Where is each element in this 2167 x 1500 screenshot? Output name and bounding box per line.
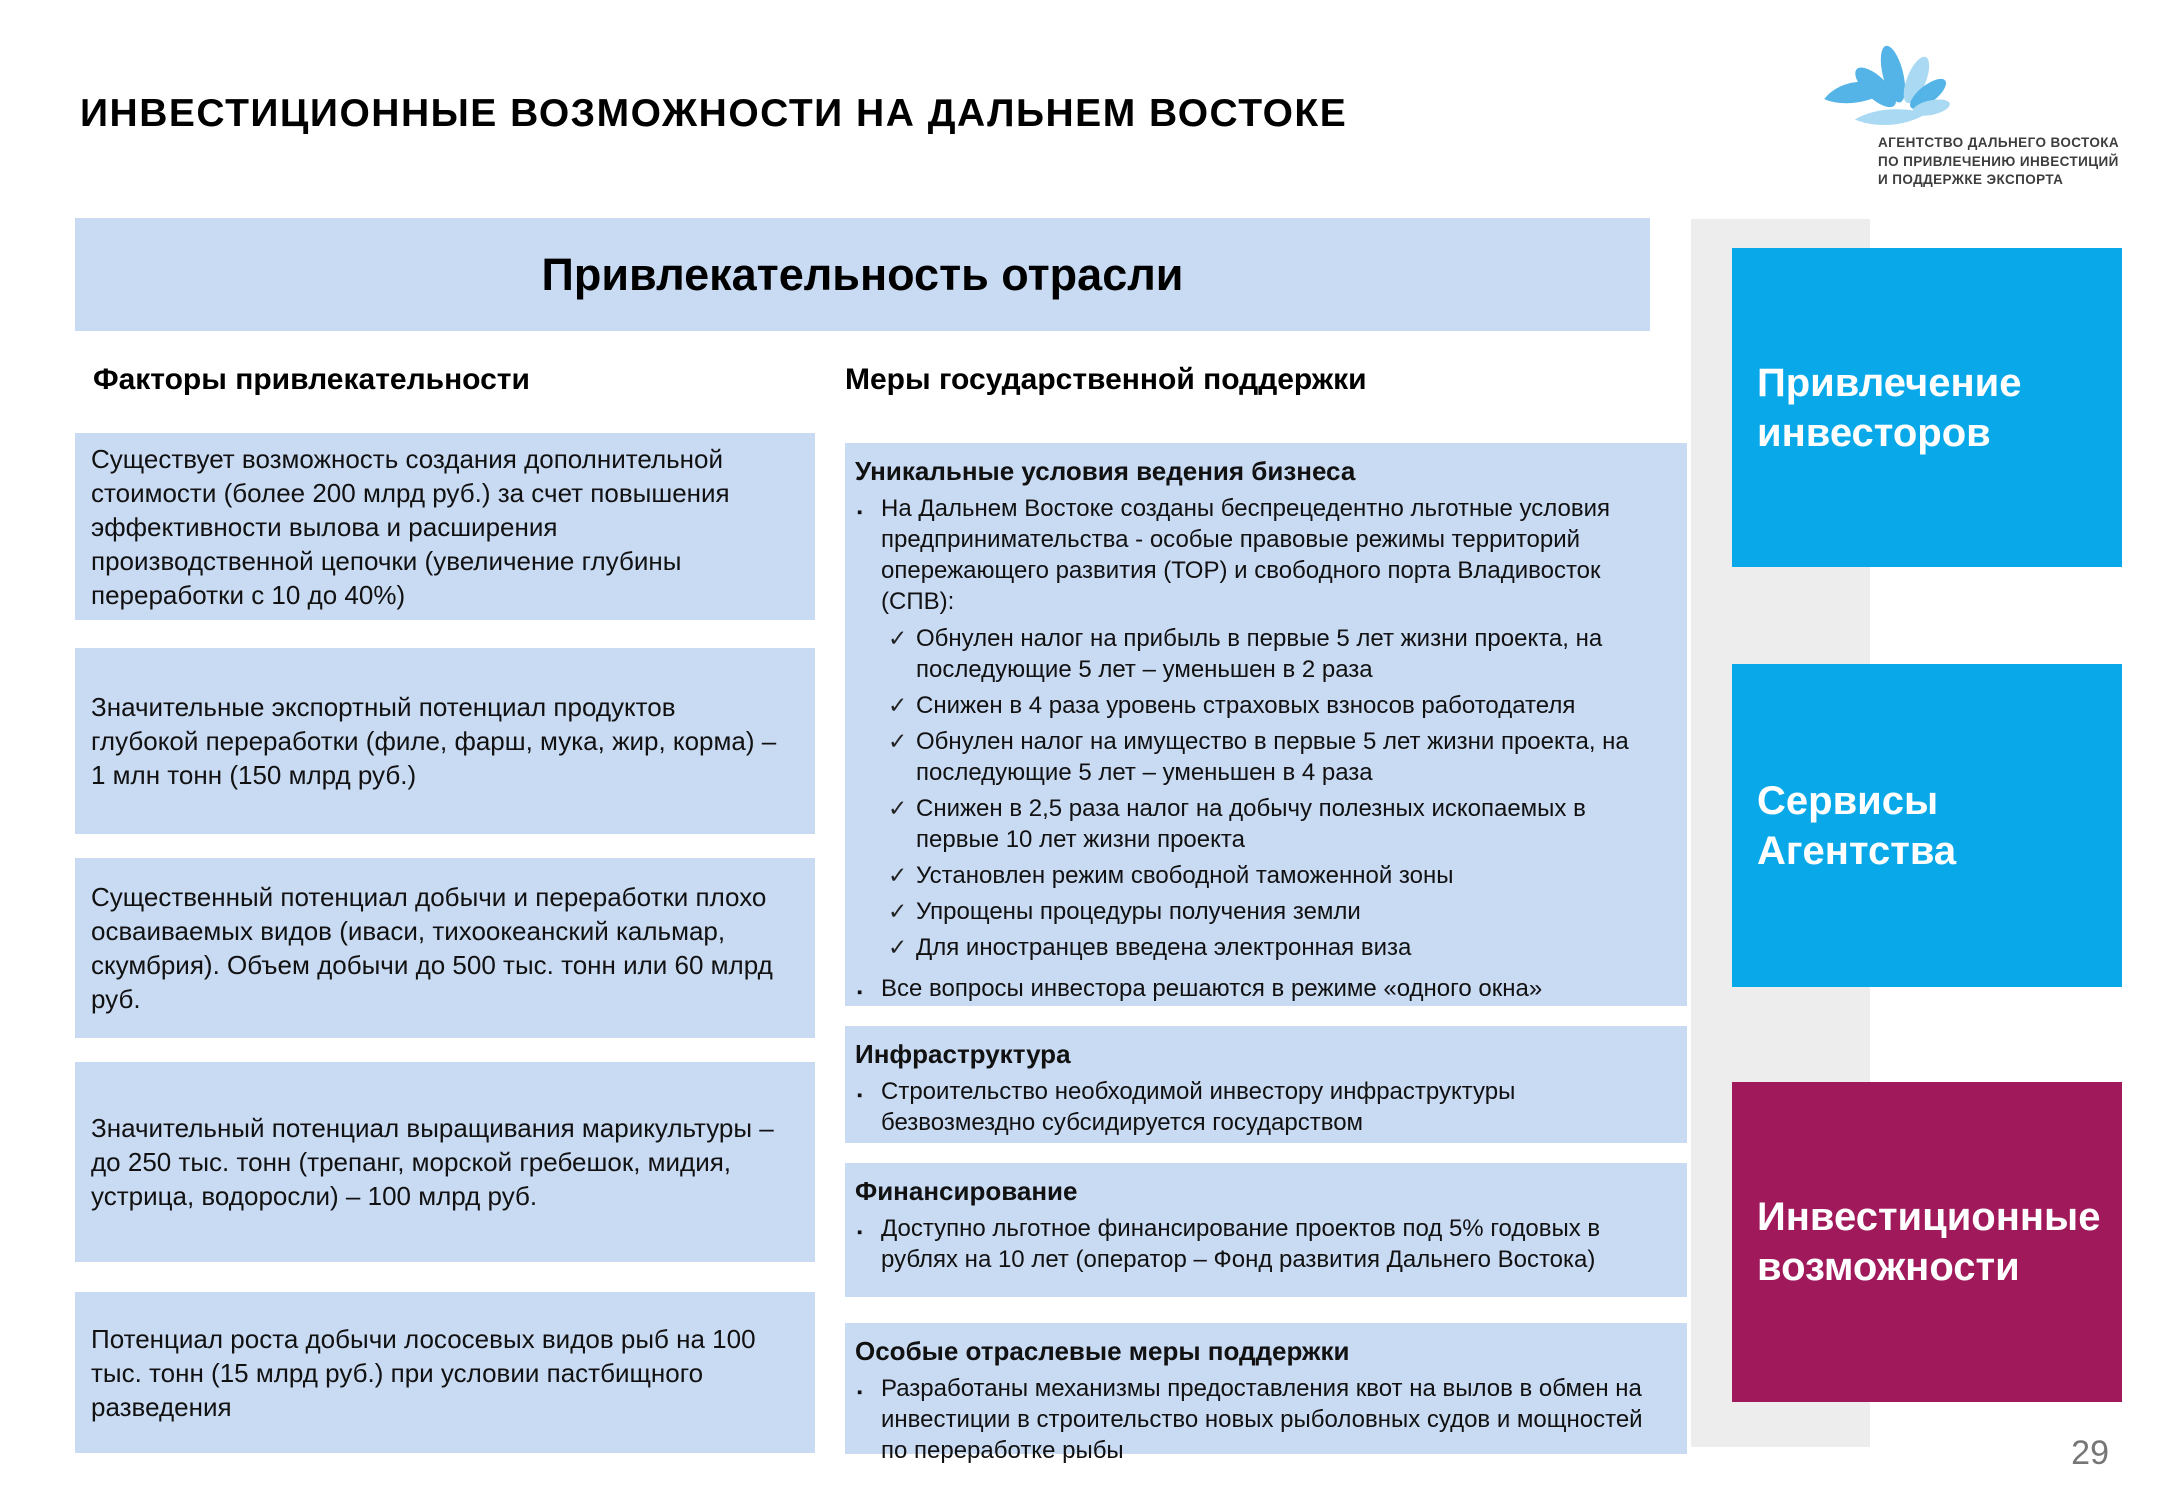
- check-item: [888, 726, 1669, 788]
- support-box-sectoral-measures: [845, 1323, 1687, 1464]
- bullet-text: Строительство необходимой инвестору инфраструктуры безвозмездно субсидируется государством: [881, 1078, 1516, 1136]
- lotus-flower-icon: [1805, 34, 2135, 138]
- sidebar-tile-label: Сервисы Агентства: [1757, 778, 1957, 873]
- page-number: 29: [2071, 1434, 2109, 1472]
- bullet-text: На Дальнем Востоке созданы беспрецедентно льготные условия предпринимательства - особые правовые режимы территорий опережающего развития (ТОР) и свободного порта Владивосток (СПВ):: [881, 495, 1611, 615]
- section-banner: [75, 218, 1650, 331]
- check-icon: ✓: [888, 692, 908, 718]
- support-box-title: Финансирование: [855, 1176, 1078, 1206]
- check-text: Снижен в 4 раза уровень страховых взносов работодателя: [916, 692, 1576, 719]
- support-box-title: Уникальные условия ведения бизнеса: [855, 456, 1356, 486]
- support-box-title: Особые отраслевые меры поддержки: [855, 1336, 1350, 1366]
- bullet-icon: ▪: [857, 1384, 863, 1401]
- check-text: Обнулен налог на имущество в первые 5 лет жизни проекта, на последующие 5 лет – уменьшен в 4 раза: [916, 728, 1629, 786]
- check-item: [888, 793, 1669, 855]
- bullet-item: [855, 1373, 1669, 1466]
- factor-text: Потенциал роста добычи лососевых видов рыб на 100 тыс. тонн (15 млрд руб.) при условии пастбищного разведения: [91, 1323, 756, 1422]
- bullet-text: Доступно льготное финансирование проектов под 5% годовых в рублях на 10 лет (оператор – Фонд развития Дальнего Востока): [881, 1215, 1601, 1273]
- bullet-item: [855, 1076, 1669, 1138]
- check-list: [888, 623, 1669, 963]
- agency-logo-text: [1878, 134, 2135, 190]
- bullet-icon: ▪: [857, 504, 863, 521]
- agency-logo: [1805, 34, 2135, 190]
- page-title: ИНВЕСТИЦИОННЫЕ ВОЗМОЖНОСТИ НА ДАЛЬНЕМ ВОСТОКЕ: [80, 92, 1348, 135]
- sidebar-tile-label: Инвестиционные возможности: [1757, 1195, 2101, 1289]
- factor-text: Существенный потенциал добычи и переработки плохо осваиваемых видов (иваси, тихоокеанский кальмар, скумбрия). Объем добычи до 500 тыс. тонн или 60 млрд руб.: [91, 882, 773, 1014]
- factors-heading: Факторы привлекательности: [93, 363, 530, 396]
- factor-text: Существует возможность создания дополнительной стоимости (более 200 млрд руб.) за счет повышения эффективности вылова и расширения производственной цепочки (увеличение глубины переработки с 10 до 40%): [91, 443, 730, 610]
- support-box-financing: [845, 1163, 1687, 1297]
- check-text: Снижен в 2,5 раза налог на добычу полезных ископаемых в первые 10 лет жизни проекта: [916, 795, 1586, 853]
- check-item: [888, 623, 1669, 685]
- sidebar-tile-investment-opportunities: [1732, 1082, 2122, 1402]
- factor-text: Значительный потенциал выращивания марикультуры – до 250 тыс. тонн (трепанг, морской гребешок, мидия, устрица, водоросли) – 100 млрд руб.: [91, 1113, 774, 1211]
- factor-box: [75, 1062, 815, 1262]
- factor-box: [75, 433, 815, 620]
- factor-text: Значительные экспортный потенциал продуктов глубокой переработки (филе, фарш, мука, жир, корма) – 1 млн тонн (150 млрд руб.): [91, 692, 777, 790]
- check-item: [888, 690, 1669, 721]
- bullet-icon: ▪: [857, 984, 863, 1001]
- factor-box: [75, 648, 815, 834]
- check-icon: ✓: [888, 728, 908, 754]
- check-icon: ✓: [888, 934, 908, 960]
- agency-logo-line: И ПОДДЕРЖКЕ ЭКСПОРТА: [1878, 172, 2064, 187]
- check-text: Для иностранцев введена электронная виза: [916, 934, 1412, 961]
- check-item: [888, 932, 1669, 963]
- sidebar-tile-agency-services: [1732, 664, 2122, 987]
- support-box-title: Инфраструктура: [855, 1039, 1071, 1069]
- check-icon: ✓: [888, 862, 908, 888]
- factor-box: [75, 1292, 815, 1453]
- check-icon: ✓: [888, 795, 908, 821]
- bullet-icon: ▪: [857, 1224, 863, 1241]
- check-icon: ✓: [888, 898, 908, 924]
- agency-logo-line: ПО ПРИВЛЕЧЕНИЮ ИНВЕСТИЦИЙ: [1878, 153, 2119, 169]
- agency-logo-line: АГЕНТСТВО ДАЛЬНЕГО ВОСТОКА: [1878, 135, 2120, 150]
- sidebar-tile-investor-attraction: [1732, 248, 2122, 567]
- sidebar-tile-label: Привлечение инвесторов: [1757, 360, 2022, 455]
- bullet-text: Все вопросы инвестора решаются в режиме «одного окна»: [881, 975, 1543, 1002]
- support-box-unique-conditions: [845, 443, 1687, 1006]
- bullet-item: [855, 973, 1669, 1008]
- check-text: Обнулен налог на прибыль в первые 5 лет жизни проекта, на последующие 5 лет – уменьшен в 2 раза: [916, 625, 1603, 683]
- check-icon: ✓: [888, 625, 908, 651]
- support-heading: Меры государственной поддержки: [845, 363, 1367, 396]
- check-text: Установлен режим свободной таможенной зоны: [916, 862, 1454, 889]
- factor-box: [75, 858, 815, 1038]
- check-text: Упрощены процедуры получения земли: [916, 898, 1361, 925]
- bullet-item: [855, 1213, 1669, 1275]
- check-item: [888, 860, 1669, 891]
- bullet-icon: ▪: [857, 1087, 863, 1104]
- support-box-infrastructure: [845, 1026, 1687, 1143]
- bullet-item: [855, 493, 1669, 617]
- bullet-text: Разработаны механизмы предоставления квот на вылов в обмен на инвестиции в строительство новых рыболовных судов и мощностей по переработке рыбы: [881, 1375, 1643, 1464]
- section-banner-title: Привлекательность отрасли: [541, 248, 1184, 300]
- check-item: [888, 896, 1669, 927]
